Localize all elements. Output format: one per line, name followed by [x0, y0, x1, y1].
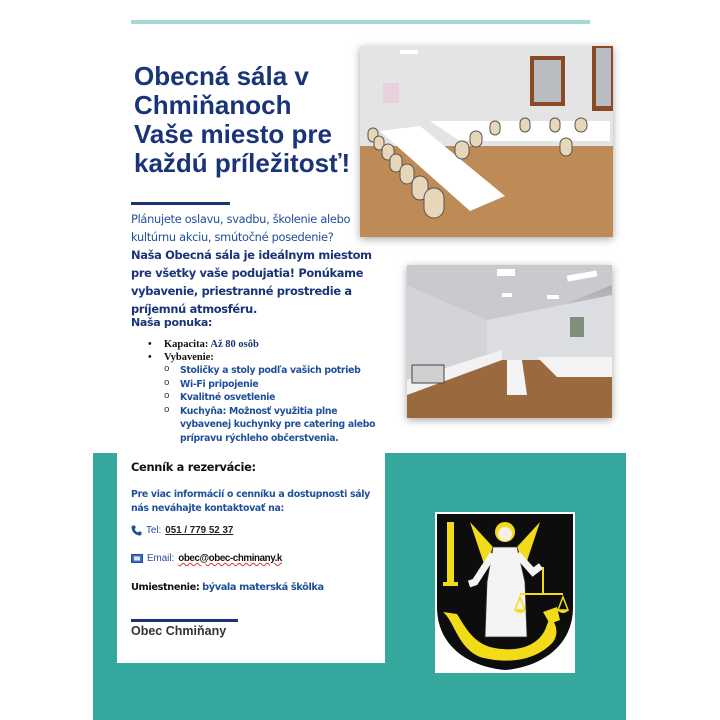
top-divider — [131, 20, 590, 24]
equipment-item: o Kvalitné osvetlenie — [148, 391, 388, 405]
offer-capacity — [148, 338, 388, 351]
banquet-hall-image — [360, 46, 613, 237]
hall-photo-2 — [407, 265, 612, 418]
intro-statement: Naša Obecná sála je ideálnym miestom pre všetky vaše podujatia! Ponúkame vybavenie, priestranné prostredie a príjemnú atmosféru. — [131, 248, 372, 316]
title-line: Obecná sála v — [134, 61, 309, 91]
email-label: Email: — [147, 553, 175, 564]
phone-number-link[interactable]: 051 / 779 52 37 — [165, 525, 234, 536]
signature: Obec Chmiňany — [131, 624, 227, 638]
intro-text — [131, 210, 391, 318]
email-address-link[interactable]: obec@obec-chminany.k — [178, 553, 282, 564]
phone-label: Tel: — [146, 525, 162, 536]
title-line: Chmiňanoch — [134, 90, 292, 120]
location-label: Umiestnenie: — [131, 582, 200, 593]
phone-line — [131, 525, 233, 536]
email-icon — [131, 554, 143, 563]
equipment-item: o Wi-Fi pripojenie — [148, 378, 388, 392]
pricing-text: Pre viac informácií o cenníku a dostupnosti sály nás neváhajte kontaktovať na: — [131, 489, 370, 514]
intro-question: Plánujete oslavu, svadbu, školenie alebo kultúrnu akciu, smútočné posedenie? — [131, 212, 351, 244]
offer-equipment — [148, 351, 388, 364]
coat-of-arms — [435, 512, 575, 673]
title-underline — [131, 202, 230, 205]
equipment-item: o Kuchyňa: Možnosť využitia plne vybavenej kuchynky pre catering alebo prípravu rýchleho občerstvenia. — [148, 405, 388, 446]
equipment-item: o Stoličky a stoly podľa vašich potrieb — [148, 364, 388, 378]
email-line — [131, 553, 282, 564]
title-line: Vaše miesto pre — [134, 119, 332, 149]
location-value: bývala materská škôlka — [202, 582, 324, 593]
buffet-hall-image — [407, 265, 612, 418]
location-line — [131, 582, 324, 593]
hall-photo-1 — [360, 46, 613, 237]
title-line: každú príležitosť! — [134, 148, 351, 178]
pricing-heading: Cenník a rezervácie: — [131, 460, 256, 474]
phone-icon — [131, 525, 142, 536]
page-title — [134, 62, 364, 178]
capacity-label: Kapacita: — [164, 339, 209, 350]
capacity-value: Až 80 osôb — [210, 339, 259, 350]
coat-of-arms-icon — [435, 512, 575, 673]
equipment-label: Vybavenie: — [164, 352, 214, 363]
offer-heading: Naša ponuka: — [131, 316, 213, 329]
offer-list — [148, 338, 388, 445]
signature-divider — [131, 619, 238, 622]
